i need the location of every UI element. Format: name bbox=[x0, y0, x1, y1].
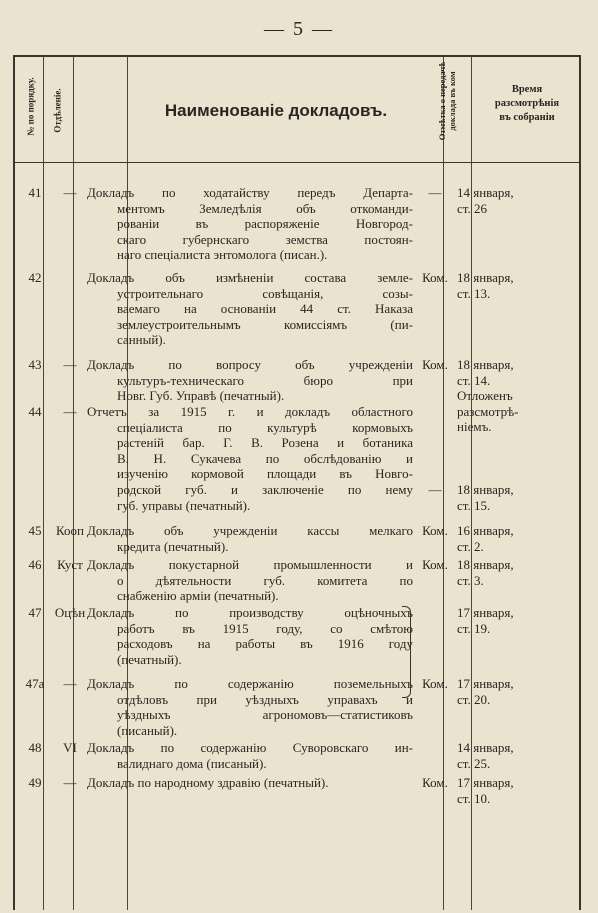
title-line: о дѣятельности губ. комитета по bbox=[117, 572, 413, 588]
title-line: В. Н. Сукачева по обслѣдованію и bbox=[117, 450, 413, 466]
time-line: 17 января, bbox=[457, 775, 514, 790]
row-title bbox=[87, 185, 413, 263]
row-time bbox=[457, 605, 577, 636]
title-line: кредита (печатный). bbox=[117, 538, 229, 554]
time-line: ст. 14. bbox=[457, 372, 491, 388]
time-line: 18 января, bbox=[457, 557, 514, 572]
row-time bbox=[457, 482, 577, 513]
time-line: 18 января, bbox=[457, 482, 514, 497]
title-line: родской губ. и заключеніе по нему bbox=[117, 481, 413, 497]
row-department: — bbox=[63, 676, 77, 691]
row-number: 45 bbox=[28, 523, 42, 538]
header-mark: Отмѣтка о передачѣ доклада въ ком bbox=[437, 61, 457, 141]
header-dept: Отдѣленіе. bbox=[52, 88, 63, 133]
row-mark: — bbox=[428, 482, 442, 497]
row-mark: Ком. bbox=[422, 523, 448, 538]
title-line: Докладъ по вопросу объ учрежденіи bbox=[87, 357, 413, 372]
time-line: 17 января, bbox=[457, 605, 514, 620]
row-number: 43 bbox=[28, 357, 42, 372]
title-line: работъ въ 1915 году, со смѣтою bbox=[117, 620, 413, 636]
time-line: ст. 3. bbox=[457, 572, 484, 588]
time-line: 16 января, bbox=[457, 523, 514, 538]
row-department: Оцѣн bbox=[54, 605, 86, 620]
row-department: — bbox=[63, 404, 77, 419]
title-line: Докладъ объ измѣненіи состава земле- bbox=[87, 270, 413, 285]
title-line: культуръ-техническаго бюро при bbox=[117, 372, 413, 388]
title-line: рованіи въ распоряженіе Новгород- bbox=[117, 216, 413, 232]
row-number: 47а bbox=[25, 676, 45, 691]
row-number: 49 bbox=[28, 775, 42, 790]
row-time bbox=[457, 676, 577, 707]
time-line: ст. 10. bbox=[457, 790, 491, 806]
title-line: спеціалиста по культурѣ кормовыхъ bbox=[117, 419, 413, 435]
title-line: губ. управы (печатный). bbox=[117, 497, 251, 513]
time-line: 14 января, bbox=[457, 185, 514, 200]
title-line: ментомъ Земледѣлія объ откоманди- bbox=[117, 200, 413, 216]
title-line: (печатный). bbox=[117, 651, 182, 667]
title-line: растеній бар. Г. В. Розена и ботаника bbox=[117, 435, 413, 451]
row-mark: Ком. bbox=[422, 357, 448, 372]
title-line: снабженію арміи (печатный). bbox=[117, 588, 279, 604]
header-time: Время разсмотрѣнія въ собраніи bbox=[494, 84, 560, 123]
title-line: скаго губернскаго земства постоян- bbox=[117, 231, 413, 247]
time-line: ст. 19. bbox=[457, 620, 491, 636]
time-line: Отложенъ bbox=[457, 388, 513, 404]
title-line: ваемаго на основаніи 44 ст. Наказа bbox=[117, 301, 413, 317]
row-department: — bbox=[63, 775, 77, 790]
row-department: — bbox=[63, 185, 77, 200]
row-title bbox=[87, 357, 413, 404]
time-line: ніемъ. bbox=[457, 419, 492, 435]
title-line: Новг. Губ. Управѣ (печатный). bbox=[117, 388, 285, 404]
time-line: 18 января, bbox=[457, 357, 514, 372]
time-line: 18 января, bbox=[457, 270, 514, 285]
title-line: Отчетъ за 1915 г. и докладъ областного bbox=[87, 404, 413, 419]
row-mark: — bbox=[428, 185, 442, 200]
title-line: Докладъ по содержанію поземельныхъ bbox=[87, 676, 413, 691]
row-title bbox=[87, 775, 413, 791]
title-line: (писаный). bbox=[117, 722, 178, 738]
row-time bbox=[457, 523, 577, 554]
row-number: 42 bbox=[28, 270, 42, 285]
time-line: 14 января, bbox=[457, 740, 514, 755]
time-line: ст. 20. bbox=[457, 691, 491, 707]
title-line: Докладъ по содержанію Суворовскаго ин- bbox=[87, 740, 413, 755]
page-number: — 5 — bbox=[264, 18, 334, 40]
row-time bbox=[457, 740, 577, 771]
row-department: Кооп bbox=[56, 523, 84, 538]
row-number: 48 bbox=[28, 740, 42, 755]
title-line: землеустроительнымъ комиссіямъ (пи- bbox=[117, 316, 413, 332]
row-time bbox=[457, 557, 577, 588]
brace-mark bbox=[402, 606, 411, 698]
row-title bbox=[87, 676, 413, 738]
row-number: 44 bbox=[28, 404, 42, 419]
row-title bbox=[87, 270, 413, 348]
title-line: Докладъ покустарной промышленности и bbox=[87, 557, 413, 572]
row-number: 41 bbox=[28, 185, 42, 200]
title-line: изученію кормовой площади въ Новго- bbox=[117, 466, 413, 482]
title-line: Докладъ по народному здравію (печатный). bbox=[87, 775, 329, 790]
row-title bbox=[87, 523, 413, 554]
row-department: — bbox=[63, 357, 77, 372]
title-line: устроительнаго совѣщанія, созы- bbox=[117, 285, 413, 301]
time-line: 17 января, bbox=[457, 676, 514, 691]
row-department: VI bbox=[63, 740, 77, 755]
title-line: Докладъ объ учрежденіи кассы мелкаго bbox=[87, 523, 413, 538]
time-line: разсмотрѣ- bbox=[457, 403, 519, 419]
row-mark: Ком. bbox=[422, 270, 448, 285]
row-title bbox=[87, 404, 413, 513]
row-time bbox=[457, 185, 577, 216]
row-department: Куст bbox=[57, 557, 83, 572]
row-number: 46 bbox=[28, 557, 42, 572]
header-title: Наименованіе докладовъ. bbox=[164, 101, 388, 120]
title-line: уѣздныхъ агрономовъ—статистиковъ bbox=[117, 707, 413, 723]
row-mark: Ком. bbox=[422, 775, 448, 790]
title-line: Докладъ по производству оцѣночныхъ bbox=[87, 605, 413, 620]
title-line: санный). bbox=[117, 332, 166, 348]
row-title bbox=[87, 740, 413, 771]
time-line: ст. 25. bbox=[457, 755, 491, 771]
title-line: наго спеціалиста энтомолога (писан.). bbox=[117, 247, 328, 263]
row-number: 47 bbox=[28, 605, 42, 620]
row-title bbox=[87, 605, 413, 667]
time-line: ст. 2. bbox=[457, 538, 484, 554]
header-num: № по порядку. bbox=[25, 77, 36, 136]
header-divider bbox=[15, 162, 579, 163]
row-time bbox=[457, 775, 577, 806]
title-line: расходовъ на работы въ 1916 году bbox=[117, 636, 413, 652]
time-line: ст. 26 bbox=[457, 200, 487, 216]
row-mark: Ком. bbox=[422, 676, 448, 691]
title-line: отдѣловъ при уѣздныхъ управахъ и bbox=[117, 691, 413, 707]
title-line: валиднаго дома (писаный). bbox=[117, 755, 267, 771]
row-time bbox=[457, 357, 577, 435]
title-line: Докладъ по ходатайству передъ Департа- bbox=[87, 185, 413, 200]
row-time bbox=[457, 270, 577, 301]
time-line: ст. 15. bbox=[457, 497, 491, 513]
time-line: ст. 13. bbox=[457, 285, 491, 301]
row-title bbox=[87, 557, 413, 604]
row-mark: Ком. bbox=[422, 557, 448, 572]
